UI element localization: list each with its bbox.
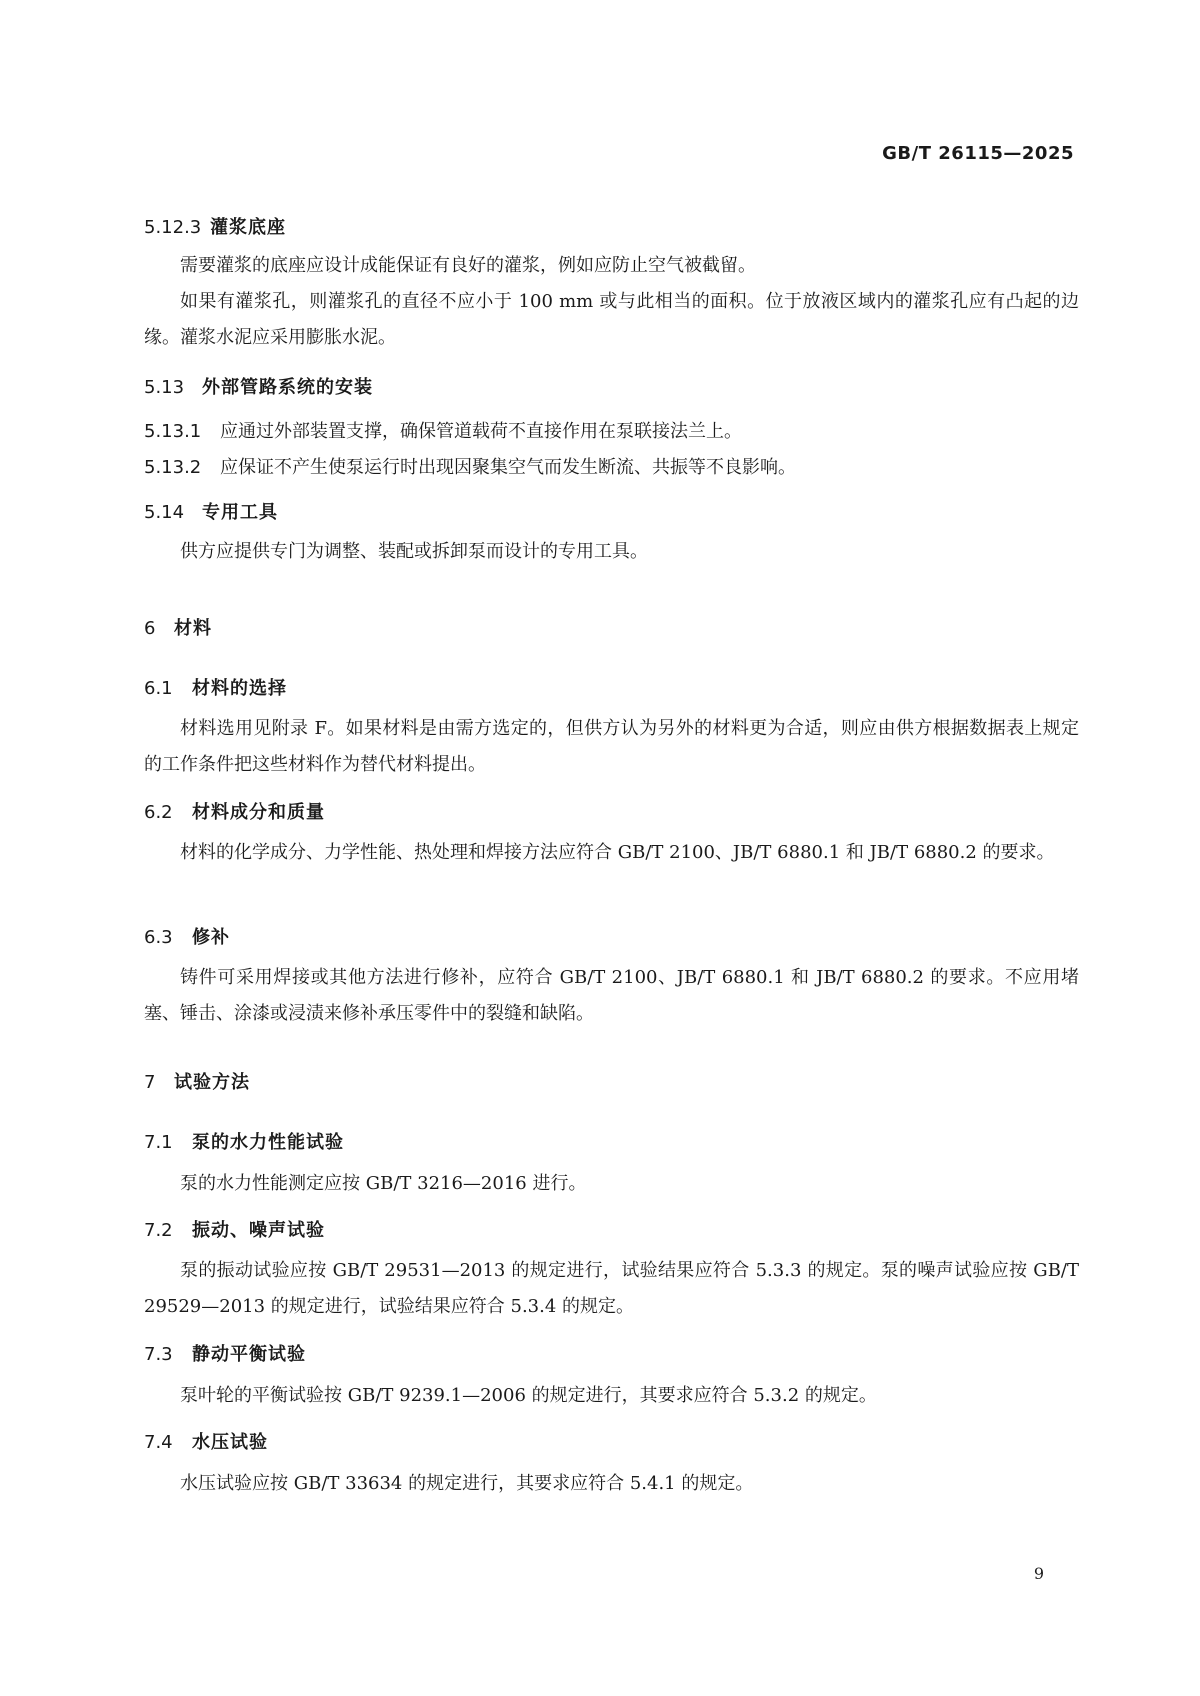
section-text: 应通过外部装置支撑，确保管道载荷不直接作用在泵联接法兰上。 [220,421,742,442]
section-title: 材料成分和质量 [192,802,325,823]
section-6-1-heading [144,676,1079,702]
section-title: 泵的水力性能试验 [192,1132,344,1153]
chapter-7-heading [144,1070,1079,1096]
section-6-2-para-1: 材料的化学成分、力学性能、热处理和焊接方法应符合 GB/T 2100、JB/T 6880.1 和 JB/T 6880.2 的要求。 [180,842,1055,863]
section-number: 5.13.2 [144,457,202,478]
section-number: 5.12.3 [144,217,202,238]
section-number: 6.3 [144,927,173,948]
chapter-title: 试验方法 [174,1072,250,1093]
chapter-6-heading [144,616,1079,642]
section-title: 灌浆底座 [210,217,286,238]
section-number: 5.14 [144,502,185,523]
section-number: 7.2 [144,1220,173,1241]
section-number: 7.4 [144,1432,173,1453]
section-6-3-heading [144,925,1079,951]
section-number: 5.13.1 [144,421,202,442]
section-title: 修补 [192,927,230,948]
section-title: 专用工具 [202,502,278,523]
section-7-2-heading [144,1218,1079,1244]
chapter-title: 材料 [174,618,212,639]
section-5-12-3-heading [144,215,1079,241]
section-5-12-3-para-2: 如果有灌浆孔，则灌浆孔的直径不应小于 100 mm 或与此相当的面积。位于放液区域内的灌浆孔应有凸起的边缘。灌浆水泥应采用膨胀水泥。 [144,291,1079,348]
section-7-1-heading [144,1130,1079,1156]
section-5-13-heading [144,375,1079,401]
section-7-1-para-1: 泵的水力性能测定应按 GB/T 3216—2016 进行。 [180,1173,587,1194]
page-number: 9 [1033,1564,1044,1583]
section-number: 7.1 [144,1132,173,1153]
section-7-4-para-1: 水压试验应按 GB/T 33634 的规定进行，其要求应符合 5.4.1 的规定。 [180,1473,754,1494]
section-5-14-heading [144,500,1079,526]
section-6-1-para-1: 材料选用见附录 F。如果材料是由需方选定的，但供方认为另外的材料更为合适，则应由供方根据数据表上规定的工作条件把这些材料作为替代材料提出。 [144,718,1079,775]
section-number: 6.1 [144,678,173,699]
section-6-3-para-1: 铸件可采用焊接或其他方法进行修补，应符合 GB/T 2100、JB/T 6880.1 和 JB/T 6880.2 的要求。不应用堵塞、锤击、涂漆或浸渍来修补承压零件中的裂缝和缺陷。 [144,967,1079,1024]
section-title: 材料的选择 [192,678,287,699]
section-text: 应保证不产生使泵运行时出现因聚集空气而发生断流、共振等不良影响。 [220,457,796,478]
section-number: 5.13 [144,377,185,398]
section-7-4-heading [144,1430,1079,1456]
section-5-13-1 [144,419,1079,445]
section-7-3-heading [144,1342,1079,1368]
section-5-14-para-1: 供方应提供专门为调整、装配或拆卸泵而设计的专用工具。 [180,541,648,562]
section-5-13-2 [144,455,1079,481]
chapter-number: 6 [144,618,156,639]
section-number: 6.2 [144,802,173,823]
section-7-2-para-1: 泵的振动试验应按 GB/T 29531—2013 的规定进行，试验结果应符合 5.3.3 的规定。泵的噪声试验应按 GB/T 29529—2013 的规定进行，试验结果应符合 5.3.4 的规定。 [144,1260,1079,1317]
section-title: 外部管路系统的安装 [202,377,373,398]
section-number: 7.3 [144,1344,173,1365]
standard-code: GB/T 26115—2025 [882,143,1074,164]
section-6-2-heading [144,800,1079,826]
chapter-number: 7 [144,1072,156,1093]
section-title: 水压试验 [192,1432,268,1453]
section-title: 静动平衡试验 [192,1344,306,1365]
section-5-12-3-para-1: 需要灌浆的底座应设计成能保证有良好的灌浆，例如应防止空气被截留。 [180,255,756,276]
section-title: 振动、噪声试验 [192,1220,325,1241]
section-7-3-para-1: 泵叶轮的平衡试验按 GB/T 9239.1—2006 的规定进行，其要求应符合 5.3.2 的规定。 [180,1385,877,1406]
